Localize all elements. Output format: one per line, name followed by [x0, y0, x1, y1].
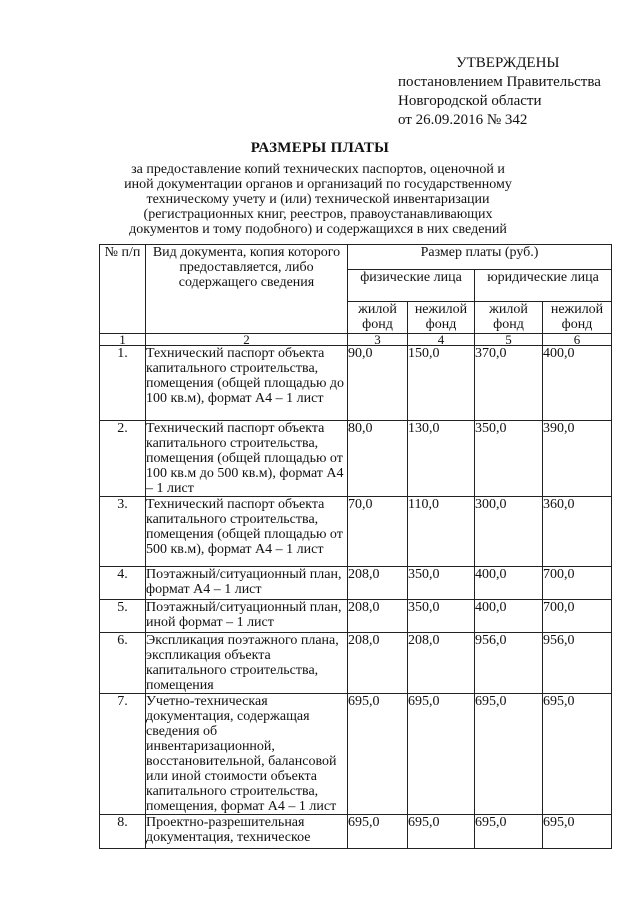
header-individuals: физические лица	[348, 270, 475, 302]
row-number: 8.	[100, 815, 146, 849]
row-value: 390,0	[543, 421, 612, 497]
row-value: 150,0	[408, 346, 475, 421]
row-value: 695,0	[543, 694, 612, 815]
row-value: 90,0	[348, 346, 408, 421]
column-number: 2	[146, 334, 348, 346]
row-value: 700,0	[543, 567, 612, 600]
row-value: 208,0	[348, 567, 408, 600]
table-row	[100, 600, 612, 633]
header-residential: жилой фонд	[475, 302, 543, 334]
header-legal: юридические лица	[475, 270, 612, 302]
row-value: 695,0	[348, 694, 408, 815]
row-number: 7.	[100, 694, 146, 815]
row-number: 6.	[100, 633, 146, 694]
table-row	[100, 694, 612, 815]
row-number: 5.	[100, 600, 146, 633]
row-value: 695,0	[475, 815, 543, 849]
row-value: 956,0	[543, 633, 612, 694]
approval-line: постановлением Правительства	[398, 74, 601, 90]
document-subtitle: за предоставление копий технических паспортов, оценочной и иной документации органов и организаций по государственному техническому учету и (или) технической инвентаризации (регистрационных книг, реестров, правоустанавливающих документов и тому подобного) и содержащихся в них сведений	[124, 162, 512, 237]
header-nonresidential: нежилой фонд	[408, 302, 475, 334]
row-value: 400,0	[543, 346, 612, 421]
row-value: 350,0	[475, 421, 543, 497]
approval-date: от 26.09.2016 № 342	[398, 112, 528, 128]
row-document: Технический паспорт объекта капитального строительства, помещения (общей площадью от 100 кв.м до 500 кв.м), формат А4 – 1 лист	[146, 421, 348, 497]
row-document: Технический паспорт объекта капитального строительства, помещения (общей площадью от 500 кв.м), формат А4 – 1 лист	[146, 497, 348, 567]
header-fee: Размер платы (руб.)	[348, 245, 612, 270]
header-row	[100, 245, 612, 270]
document-title: РАЗМЕРЫ ПЛАТЫ	[250, 140, 390, 156]
header-number: № п/п	[100, 245, 146, 334]
approval-block	[398, 54, 601, 130]
column-number-row	[100, 334, 612, 346]
row-value: 130,0	[408, 421, 475, 497]
table-row	[100, 567, 612, 600]
row-value: 110,0	[408, 497, 475, 567]
table-row	[100, 633, 612, 694]
row-document: Учетно-техническая документация, содержащая сведения об инвентаризационной, восстановительной, балансовой или иной стоимости объекта капитального строительства, помещения, формат А4 – 1 лист	[146, 694, 348, 815]
row-value: 695,0	[348, 815, 408, 849]
table-row	[100, 815, 612, 849]
row-document: Проектно-разрешительная документация, техническое	[146, 815, 348, 849]
row-value: 208,0	[348, 600, 408, 633]
row-value: 70,0	[348, 497, 408, 567]
row-value: 208,0	[348, 633, 408, 694]
row-value: 400,0	[475, 600, 543, 633]
row-value: 695,0	[408, 815, 475, 849]
table-row	[100, 497, 612, 567]
header-document: Вид документа, копия которого предоставляется, либо содержащего сведения	[146, 245, 348, 334]
row-value: 695,0	[408, 694, 475, 815]
row-number: 3.	[100, 497, 146, 567]
header-residential: жилой фонд	[348, 302, 408, 334]
row-number: 1.	[100, 346, 146, 421]
row-document: Поэтажный/ситуационный план, формат А4 – 1 лист	[146, 567, 348, 600]
column-number: 1	[100, 334, 146, 346]
row-value: 350,0	[408, 567, 475, 600]
row-number: 4.	[100, 567, 146, 600]
row-value: 400,0	[475, 567, 543, 600]
row-value: 300,0	[475, 497, 543, 567]
fees-table	[99, 244, 612, 849]
row-document: Экспликация поэтажного плана, экспликация объекта капитального строительства, помещения	[146, 633, 348, 694]
row-value: 695,0	[475, 694, 543, 815]
header-nonresidential: нежилой фонд	[543, 302, 612, 334]
approval-heading: УТВЕРЖДЕНЫ	[456, 55, 560, 71]
row-value: 700,0	[543, 600, 612, 633]
column-number: 4	[408, 334, 475, 346]
row-document: Технический паспорт объекта капитального строительства, помещения (общей площадью до 100 кв.м), формат А4 – 1 лист	[146, 346, 348, 421]
row-value: 350,0	[408, 600, 475, 633]
row-number: 2.	[100, 421, 146, 497]
table-row	[100, 421, 612, 497]
row-value: 370,0	[475, 346, 543, 421]
approval-line: Новгородской области	[398, 93, 542, 109]
column-number: 5	[475, 334, 543, 346]
row-value: 208,0	[408, 633, 475, 694]
row-value: 360,0	[543, 497, 612, 567]
row-value: 956,0	[475, 633, 543, 694]
row-value: 80,0	[348, 421, 408, 497]
column-number: 3	[348, 334, 408, 346]
table-row	[100, 346, 612, 421]
row-document: Поэтажный/ситуационный план, иной формат – 1 лист	[146, 600, 348, 633]
row-value: 695,0	[543, 815, 612, 849]
column-number: 6	[543, 334, 612, 346]
